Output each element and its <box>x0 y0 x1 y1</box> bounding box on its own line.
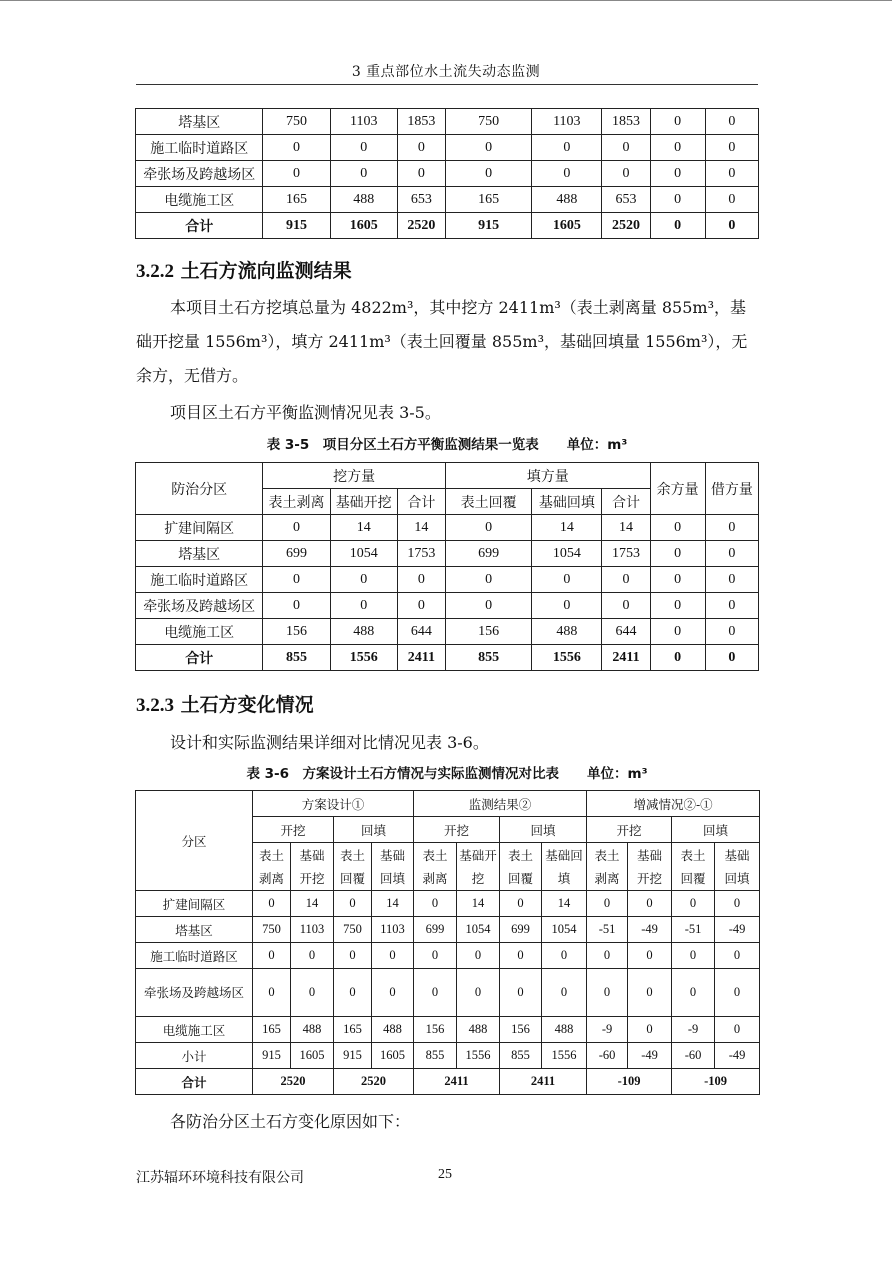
table-cell: 14 <box>372 891 414 917</box>
hdr-design: 方案设计① <box>253 791 414 817</box>
subheader-line: 开挖 <box>299 870 325 886</box>
table-cell: 0 <box>587 891 628 917</box>
table-cell: 0 <box>672 943 715 969</box>
table-cell: 855 <box>414 1043 457 1069</box>
table-cell: 0 <box>650 109 705 135</box>
hdr-monitor-fill: 回填 <box>500 817 587 843</box>
table-row <box>136 619 759 645</box>
table-cell: 0 <box>263 515 330 541</box>
table-cell: -49 <box>628 917 672 943</box>
subheader-line: 剥离 <box>258 870 284 886</box>
subheader-line: 回覆 <box>508 870 534 886</box>
hdr-design-excav: 开挖 <box>253 817 334 843</box>
table-cell: 0 <box>397 135 445 161</box>
paragraph-earthwork-total: 本项目土石方挖填总量为 4822m³，其中挖方 2411m³（表土剥离量 855m³，基础开挖量 1556m³），填方 2411m³（表土回覆量 855m³，基础回填量 1556m³），无余方，无借方。 <box>136 298 748 385</box>
table-cell: 1556 <box>457 1043 500 1069</box>
subheader-line: 表土 <box>680 847 706 863</box>
table-cell: 0 <box>628 891 672 917</box>
paragraph-closing: 各防治分区土石方变化原因如下： <box>170 1112 411 1131</box>
table-cell: 0 <box>705 109 758 135</box>
subheader-cell <box>628 843 672 891</box>
table-cell: 0 <box>628 943 672 969</box>
table-cell: 0 <box>650 187 705 213</box>
table-cell: 0 <box>672 969 715 1017</box>
table-cell: 0 <box>650 135 705 161</box>
subheader-line: 基础 <box>299 847 325 863</box>
hdr-topsoil-strip: 表土剥离 <box>263 489 330 515</box>
table-cell: -49 <box>628 1043 672 1069</box>
table-cell: 0 <box>532 135 602 161</box>
table-cell: 0 <box>457 943 500 969</box>
table-cell: 0 <box>330 135 397 161</box>
table-cell: 0 <box>253 969 291 1017</box>
table-cell: 0 <box>532 161 602 187</box>
subheader-cell <box>372 843 414 891</box>
table-3-5 <box>135 462 759 671</box>
row-label: 扩建间隔区 <box>136 891 253 917</box>
table-cell: 0 <box>445 593 531 619</box>
table-row <box>136 891 760 917</box>
subheader-line: 挖 <box>471 870 485 886</box>
table-caption-35 <box>136 433 758 453</box>
subheader-cell <box>500 843 542 891</box>
table-row <box>136 593 759 619</box>
table-cell: 1054 <box>532 541 602 567</box>
continued-table <box>135 108 759 239</box>
subheader-line: 基础开 <box>459 847 497 863</box>
table-cell: 0 <box>334 891 372 917</box>
table-row <box>136 1043 760 1069</box>
table-cell: 0 <box>650 593 705 619</box>
running-header: 3 重点部位水土流失动态监测 <box>351 64 541 80</box>
table-cell: 915 <box>263 213 330 239</box>
table-cell: 750 <box>445 109 531 135</box>
hdr-zone: 防治分区 <box>136 463 263 515</box>
table-cell: 0 <box>705 213 758 239</box>
row-label: 合计 <box>136 1069 253 1095</box>
subheader-cell <box>457 843 500 891</box>
table-cell: 0 <box>372 969 414 1017</box>
table-cell: 0 <box>587 943 628 969</box>
table-cell: 1556 <box>330 645 397 671</box>
table-total-row <box>136 1069 760 1095</box>
table-cell: 0 <box>705 187 758 213</box>
table-cell: 2411 <box>414 1069 500 1095</box>
table-cell: 0 <box>414 891 457 917</box>
hdr-change: 增减情况②-① <box>587 791 760 817</box>
footer-company: 江苏辐环环境科技有限公司 <box>136 1170 304 1186</box>
table-cell: 1556 <box>532 645 602 671</box>
table-cell: 855 <box>263 645 330 671</box>
table-cell: 750 <box>334 917 372 943</box>
row-label: 牵张场及跨越场区 <box>136 161 263 187</box>
hdr-monitor: 监测结果② <box>414 791 587 817</box>
table-cell: 0 <box>372 943 414 969</box>
table-cell: 0 <box>705 645 758 671</box>
continued-table-body <box>136 109 759 239</box>
table-row <box>136 187 759 213</box>
table-cell: 0 <box>650 619 705 645</box>
table-cell: 0 <box>330 593 397 619</box>
row-label: 小计 <box>136 1043 253 1069</box>
hdr-found-excav: 基础开挖 <box>330 489 397 515</box>
table-cell: 0 <box>628 1017 672 1043</box>
table-cell: 0 <box>602 567 650 593</box>
table-cell: 2520 <box>397 213 445 239</box>
table-cell: 2520 <box>253 1069 334 1095</box>
table-cell: -9 <box>587 1017 628 1043</box>
subheader-line: 回覆 <box>680 870 706 886</box>
subheader-line: 填 <box>557 870 571 886</box>
table-cell: 0 <box>445 135 531 161</box>
hdr-topsoil-cover: 表土回覆 <box>445 489 531 515</box>
paragraph-table-ref-36: 设计和实际监测结果详细对比情况见表 3-6。 <box>170 733 489 752</box>
table-cell: 0 <box>650 541 705 567</box>
table-cell: 165 <box>263 187 330 213</box>
table-cell: 488 <box>457 1017 500 1043</box>
table-cell: 0 <box>705 619 758 645</box>
caption-unit: 单位：m³ <box>587 766 648 782</box>
header-rule <box>136 84 758 85</box>
table-cell: 0 <box>414 943 457 969</box>
table-cell: 0 <box>291 943 334 969</box>
table-cell: 0 <box>602 161 650 187</box>
subheader-line: 基础 <box>380 847 406 863</box>
table-cell: 14 <box>397 515 445 541</box>
hdr-excavation: 挖方量 <box>263 463 446 489</box>
table-cell: 0 <box>414 969 457 1017</box>
caption-title: 表 3-5 项目分区土石方平衡监测结果一览表 <box>266 437 539 453</box>
table-cell: 653 <box>602 187 650 213</box>
table-row <box>136 161 759 187</box>
hdr-zone: 分区 <box>136 791 253 891</box>
table-cell: 0 <box>263 567 330 593</box>
subheader-cell <box>587 843 628 891</box>
section-heading-323 <box>136 690 314 717</box>
table-cell: 0 <box>705 541 758 567</box>
table-cell: 0 <box>542 943 587 969</box>
table-cell: 0 <box>397 161 445 187</box>
table-cell: 488 <box>542 1017 587 1043</box>
hdr-found-fill: 基础回填 <box>532 489 602 515</box>
table-cell: 0 <box>650 213 705 239</box>
row-label: 电缆施工区 <box>136 1017 253 1043</box>
table-cell: -51 <box>672 917 715 943</box>
table-cell: -9 <box>672 1017 715 1043</box>
hdr-surplus: 余方量 <box>650 463 705 515</box>
table-row <box>136 135 759 161</box>
table-cell: 0 <box>705 135 758 161</box>
table-row <box>136 943 760 969</box>
table-cell: 488 <box>372 1017 414 1043</box>
table-cell: 0 <box>500 943 542 969</box>
table-cell: 0 <box>705 515 758 541</box>
hdr-borrow: 借方量 <box>705 463 758 515</box>
table-cell: 0 <box>253 891 291 917</box>
table-cell: 0 <box>253 943 291 969</box>
table-row <box>136 567 759 593</box>
row-label: 施工临时道路区 <box>136 567 263 593</box>
table-cell: 1605 <box>532 213 602 239</box>
table-cell: -60 <box>672 1043 715 1069</box>
row-label: 电缆施工区 <box>136 619 263 645</box>
hdr-design-fill: 回填 <box>334 817 414 843</box>
table-cell: 855 <box>445 645 531 671</box>
table-cell: 14 <box>457 891 500 917</box>
row-label: 施工临时道路区 <box>136 135 263 161</box>
table-cell: 699 <box>500 917 542 943</box>
subheader-cell <box>672 843 715 891</box>
table-cell: 488 <box>330 187 397 213</box>
subheader-cell <box>542 843 587 891</box>
table-cell: 644 <box>602 619 650 645</box>
section-title: 土石方流向监测结果 <box>180 260 352 282</box>
table-cell: 915 <box>445 213 531 239</box>
table-cell: 2411 <box>602 645 650 671</box>
table-cell: 14 <box>532 515 602 541</box>
table-cell: 0 <box>500 969 542 1017</box>
subheader-line: 表土 <box>258 847 284 863</box>
table-cell: 14 <box>542 891 587 917</box>
subheader-line: 回覆 <box>339 870 365 886</box>
table-cell: 699 <box>414 917 457 943</box>
subheader-cell <box>253 843 291 891</box>
table-cell: 1753 <box>397 541 445 567</box>
subheader-cell <box>414 843 457 891</box>
table-3-6 <box>135 790 760 1095</box>
section-heading-322 <box>136 256 352 283</box>
table-cell: 14 <box>602 515 650 541</box>
table-cell: 0 <box>263 161 330 187</box>
table-cell: 0 <box>628 969 672 1017</box>
table-cell: 0 <box>715 943 760 969</box>
paragraph-table-ref-35: 项目区土石方平衡监测情况见表 3-5。 <box>170 403 441 422</box>
table-row <box>136 109 759 135</box>
table-cell: 165 <box>253 1017 291 1043</box>
table-cell: 855 <box>500 1043 542 1069</box>
table-cell: 0 <box>650 645 705 671</box>
subheader-line: 开挖 <box>637 870 663 886</box>
table-caption-36 <box>136 762 758 782</box>
table-cell: 1103 <box>532 109 602 135</box>
table-cell: 165 <box>445 187 531 213</box>
table-cell: 0 <box>650 515 705 541</box>
table-cell: 2520 <box>602 213 650 239</box>
page-top-border <box>0 0 892 1</box>
table-cell: 1853 <box>397 109 445 135</box>
hdr-change-fill: 回填 <box>672 817 760 843</box>
table-row <box>136 969 760 1017</box>
table-cell: 0 <box>334 969 372 1017</box>
table-cell: 2411 <box>500 1069 587 1095</box>
subheader-cell <box>715 843 760 891</box>
table-cell: 0 <box>263 135 330 161</box>
table-cell: 0 <box>291 969 334 1017</box>
table-cell: -60 <box>587 1043 628 1069</box>
table-cell: 165 <box>334 1017 372 1043</box>
subheader-cell <box>291 843 334 891</box>
table-cell: 0 <box>650 161 705 187</box>
subheader-line: 剥离 <box>422 870 448 886</box>
row-label: 扩建间隔区 <box>136 515 263 541</box>
table-cell: 0 <box>602 593 650 619</box>
table-cell: 0 <box>445 567 531 593</box>
row-label: 合计 <box>136 645 263 671</box>
table-cell: 653 <box>397 187 445 213</box>
caption-unit: 单位：m³ <box>566 437 628 453</box>
table-cell: 1605 <box>291 1043 334 1069</box>
table-cell: 0 <box>445 161 531 187</box>
table-cell: 0 <box>542 969 587 1017</box>
table-cell: 14 <box>291 891 334 917</box>
table-cell: 0 <box>715 969 760 1017</box>
table-row <box>136 515 759 541</box>
section-number: 3.2.3 <box>136 695 174 716</box>
table-cell: 0 <box>397 567 445 593</box>
table-cell: 2520 <box>334 1069 414 1095</box>
table-cell: 488 <box>532 619 602 645</box>
table-cell: 699 <box>263 541 330 567</box>
table-cell: 0 <box>715 1017 760 1043</box>
table-cell: 699 <box>445 541 531 567</box>
table-cell: 1054 <box>542 917 587 943</box>
section-number: 3.2.2 <box>136 261 174 282</box>
table-cell: 1853 <box>602 109 650 135</box>
table-cell: 0 <box>715 891 760 917</box>
table-3-6-body <box>136 891 760 1095</box>
table-cell: -109 <box>587 1069 672 1095</box>
row-label: 电缆施工区 <box>136 187 263 213</box>
row-label: 施工临时道路区 <box>136 943 253 969</box>
row-label: 塔基区 <box>136 917 253 943</box>
table-cell: 1605 <box>330 213 397 239</box>
table-cell: 1605 <box>372 1043 414 1069</box>
table-3-5-body <box>136 515 759 671</box>
table-cell: 0 <box>532 593 602 619</box>
table-cell: 0 <box>397 593 445 619</box>
table-row <box>136 541 759 567</box>
subheader-line: 表土 <box>594 847 620 863</box>
table-cell: 2411 <box>397 645 445 671</box>
table-cell: 156 <box>263 619 330 645</box>
table-cell: 0 <box>330 161 397 187</box>
table-cell: 0 <box>705 567 758 593</box>
table-cell: 644 <box>397 619 445 645</box>
table-row <box>136 645 759 671</box>
table-cell: 0 <box>330 567 397 593</box>
subheader-line: 基础回 <box>545 847 583 863</box>
table-cell: 1103 <box>372 917 414 943</box>
hdr-subtotal-fill: 合计 <box>602 489 650 515</box>
caption-title: 表 3-6 方案设计土石方情况与实际监测情况对比表 <box>246 766 560 782</box>
table-row <box>136 213 759 239</box>
table-cell: 1054 <box>330 541 397 567</box>
table-cell: 915 <box>334 1043 372 1069</box>
table-cell: -49 <box>715 917 760 943</box>
subheader-line: 表土 <box>339 847 365 863</box>
table-cell: 488 <box>532 187 602 213</box>
table-cell: -49 <box>715 1043 760 1069</box>
subheader-line: 表土 <box>508 847 534 863</box>
subheader-line: 回填 <box>724 870 750 886</box>
table-row <box>136 1017 760 1043</box>
table-cell: 488 <box>330 619 397 645</box>
table-cell: 0 <box>602 135 650 161</box>
table-cell: 488 <box>291 1017 334 1043</box>
row-label: 塔基区 <box>136 109 263 135</box>
table-cell: -51 <box>587 917 628 943</box>
table-cell: 156 <box>500 1017 542 1043</box>
subheader-line: 表土 <box>422 847 448 863</box>
table-cell: 0 <box>500 891 542 917</box>
table-cell: 1054 <box>457 917 500 943</box>
row-label: 牵张场及跨越场区 <box>136 969 253 1017</box>
table-cell: 1556 <box>542 1043 587 1069</box>
table-cell: 0 <box>672 891 715 917</box>
table-cell: 915 <box>253 1043 291 1069</box>
footer-page-number: 25 <box>438 1167 452 1182</box>
subheader-line: 回填 <box>380 870 406 886</box>
subheader-line: 基础 <box>724 847 750 863</box>
table-cell: 156 <box>445 619 531 645</box>
table-cell: 1103 <box>330 109 397 135</box>
section-title: 土石方变化情况 <box>180 694 314 716</box>
table-cell: 1103 <box>291 917 334 943</box>
subheader-cell <box>334 843 372 891</box>
table-cell: 156 <box>414 1017 457 1043</box>
row-label: 牵张场及跨越场区 <box>136 593 263 619</box>
table-cell: 750 <box>253 917 291 943</box>
row-label: 塔基区 <box>136 541 263 567</box>
hdr-fill: 填方量 <box>445 463 650 489</box>
table-cell: 0 <box>445 515 531 541</box>
table-cell: 0 <box>457 969 500 1017</box>
subheader-line: 剥离 <box>594 870 620 886</box>
table-cell: 750 <box>263 109 330 135</box>
table-cell: -109 <box>672 1069 760 1095</box>
table-cell: 14 <box>330 515 397 541</box>
table-cell: 0 <box>705 593 758 619</box>
table-row <box>136 917 760 943</box>
table-cell: 0 <box>532 567 602 593</box>
hdr-subtotal-excav: 合计 <box>397 489 445 515</box>
subheader-line: 基础 <box>637 847 663 863</box>
table-cell: 0 <box>334 943 372 969</box>
table-cell: 0 <box>705 161 758 187</box>
hdr-change-excav: 开挖 <box>587 817 672 843</box>
row-label: 合计 <box>136 213 263 239</box>
table-cell: 0 <box>650 567 705 593</box>
table-cell: 0 <box>263 593 330 619</box>
hdr-monitor-excav: 开挖 <box>414 817 500 843</box>
table-cell: 0 <box>587 969 628 1017</box>
table-cell: 1753 <box>602 541 650 567</box>
